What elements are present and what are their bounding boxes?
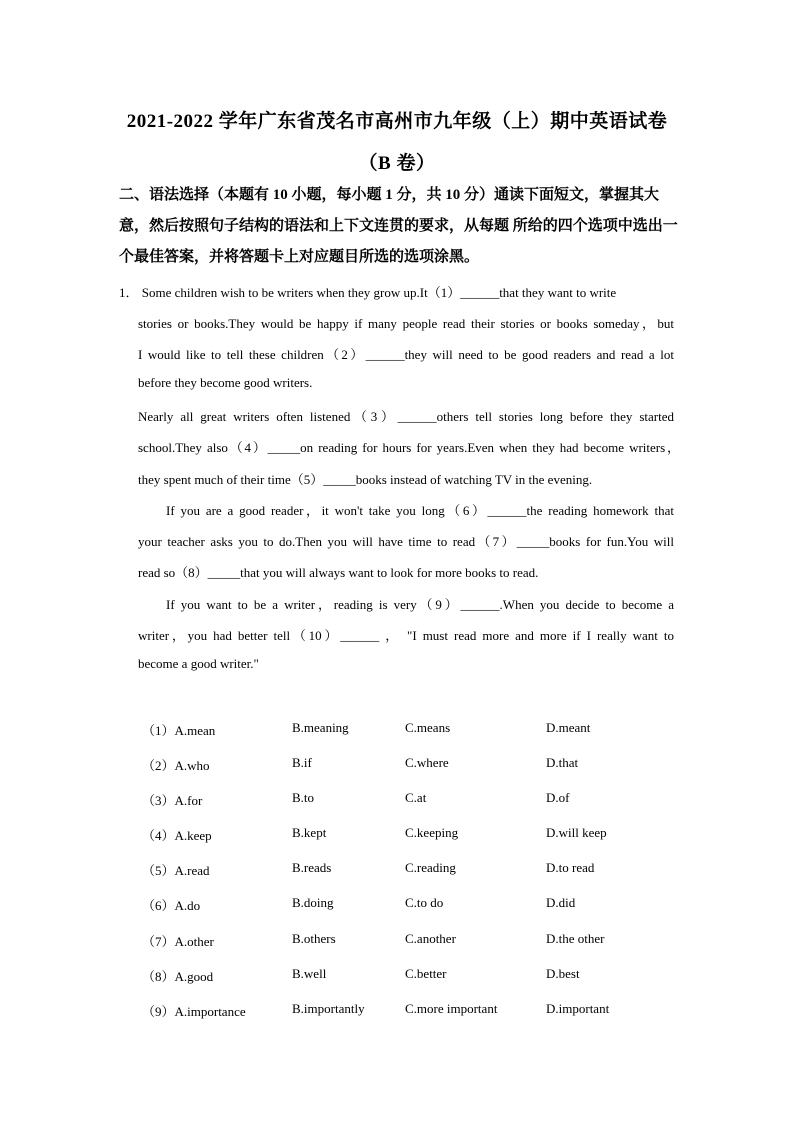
option-d: D.of <box>546 790 570 805</box>
option-d: D.best <box>546 966 580 981</box>
option-d: D.the other <box>546 931 605 946</box>
option-a: （6）A.do <box>142 898 201 913</box>
passage-line: before they become good writers. <box>138 375 313 390</box>
passage-line: they spent much of their time（5）_____books instead of watching TV in the evening. <box>138 472 593 487</box>
option-c: C.means <box>405 720 451 735</box>
option-a: （2）A.who <box>142 758 210 773</box>
option-b: B.kept <box>292 825 327 840</box>
option-d: D.did <box>546 895 576 910</box>
section-instructions: 二、语法选择（本题有 10 小题，每小题 1 分，共 10 分）通读下面短文，掌握其大意，然后按照句子结构的语法和上下文连贯的要求，从每题 所给的四个选项中选出一个最佳答案，并将答题卡上对应题目所选的选项涂黑。 <box>119 187 678 265</box>
exam-subtitle: （B 卷） <box>358 153 436 174</box>
passage-line: read so（8）_____that you will always want to look for more books to read. <box>138 565 539 580</box>
option-b: B.reads <box>292 860 332 875</box>
option-c: C.reading <box>405 860 456 875</box>
option-b: B.to <box>292 790 315 805</box>
passage-line: writer，you had better tell（10）______ ， "I must read more and more if I really want to <box>138 628 674 643</box>
option-a: （8）A.good <box>142 969 214 984</box>
option-b: B.meaning <box>292 720 349 735</box>
option-c: C.where <box>405 755 449 770</box>
option-c: C.at <box>405 790 427 805</box>
option-c: C.another <box>405 931 456 946</box>
passage-line: If you are a good reader，it won't take you long（6）______the reading homework that <box>166 503 674 518</box>
option-c: C.keeping <box>405 825 459 840</box>
passage-line: If you want to be a writer，reading is very（9）______.When you decide to become a <box>166 597 674 612</box>
passage-line: I would like to tell these children（2）______they will need to be good readers and read a lot <box>138 347 674 362</box>
passage-line: stories or books.They would be happy if many people read their stories or books someday，but <box>138 316 674 331</box>
option-d: D.that <box>546 755 579 770</box>
option-d: D.will keep <box>546 825 607 840</box>
option-b: B.others <box>292 931 336 946</box>
option-a: （9）A.importance <box>142 1004 246 1019</box>
option-b: B.doing <box>292 895 334 910</box>
passage-line: school.They also（4）_____on reading for hours for years.Even when they had become writers， <box>138 440 680 455</box>
option-b: B.if <box>292 755 312 770</box>
exam-title: 2021-2022 学年广东省茂名市高州市九年级（上）期中英语试卷 <box>126 111 668 132</box>
option-a: （3）A.for <box>142 793 203 808</box>
option-a: （1）A.mean <box>142 723 216 738</box>
passage-line: Nearly all great writers often listened（3）______others tell stories long before they started <box>138 409 674 424</box>
passage-line: become a good writer." <box>138 656 259 671</box>
option-c: C.to do <box>405 895 444 910</box>
option-a: （7）A.other <box>142 934 214 949</box>
option-c: C.better <box>405 966 447 981</box>
option-b: B.importantly <box>292 1001 365 1016</box>
option-a: （5）A.read <box>142 863 210 878</box>
passage-line: your teacher asks you to do.Then you will have time to read（7）_____books for fun.You will <box>138 534 674 549</box>
option-a: （4）A.keep <box>142 828 212 843</box>
option-d: D.to read <box>546 860 595 875</box>
option-d: D.important <box>546 1001 610 1016</box>
passage-line: 1． Some children wish to be writers when they grow up.It（1）______that they want to write <box>119 285 617 300</box>
option-d: D.meant <box>546 720 591 735</box>
option-c: C.more important <box>405 1001 498 1016</box>
option-b: B.well <box>292 966 327 981</box>
